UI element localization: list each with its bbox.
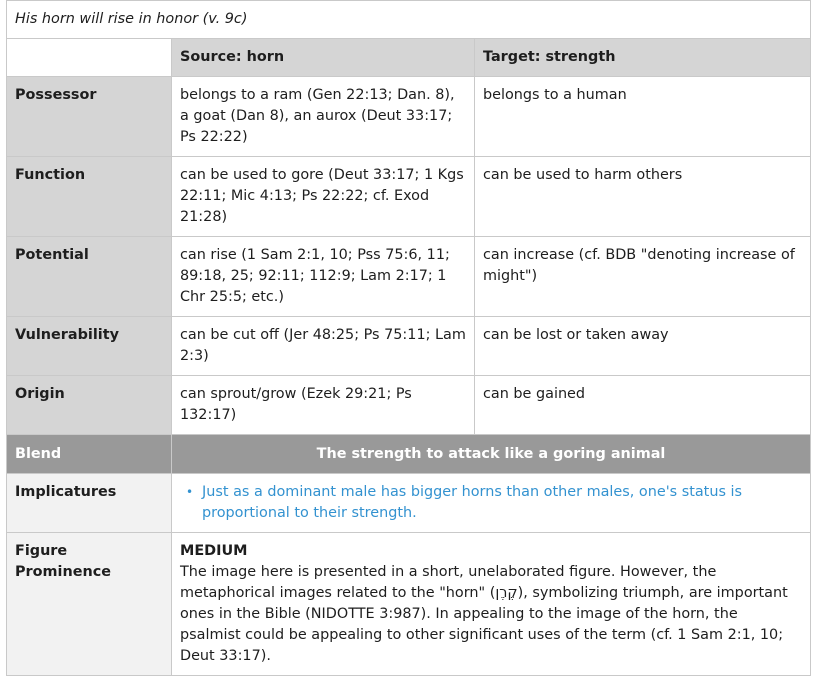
blend-row [7,435,811,474]
table-row [7,376,811,435]
header-row [7,39,811,77]
implicatures-label: Implicatures [7,474,172,533]
blend-label: Blend [7,435,172,474]
table-row [7,157,811,237]
blend-text: The strength to attack like a goring animal [172,435,811,474]
row-label: Origin [7,376,172,435]
target-header: Target: strength [475,39,811,77]
row-label: Possessor [7,77,172,157]
target-cell: belongs to a human [475,77,811,157]
target-cell: can be lost or taken away [475,317,811,376]
implicatures-cell [172,474,811,533]
source-header: Source: horn [172,39,475,77]
table-caption: His horn will rise in honor (v. 9c) [7,1,811,39]
implicatures-row [7,474,811,533]
table-row [7,317,811,376]
implicatures-list [180,482,802,524]
source-cell: can be cut off (Jer 48:25; Ps 75:11; Lam 2:3) [172,317,475,376]
prominence-level: MEDIUM [180,543,248,559]
table-row [7,237,811,317]
source-cell: can sprout/grow (Ezek 29:21; Ps 132:17) [172,376,475,435]
implicature-text: Just as a dominant male has bigger horns than other males, one's status is proportional to their strength. [202,484,743,521]
target-cell: can be gained [475,376,811,435]
row-label: Potential [7,237,172,317]
figure-prominence-cell [172,533,811,676]
row-label: Function [7,157,172,237]
row-label: Vulnerability [7,317,172,376]
figure-prominence-row [7,533,811,676]
target-cell: can be used to harm others [475,157,811,237]
source-cell: can rise (1 Sam 2:1, 10; Pss 75:6, 11; 89:18, 25; 92:11; 112:9; Lam 2:17; 1 Chr 25:5; etc.) [172,237,475,317]
caption-row [7,1,811,39]
header-blank-cell [7,39,172,77]
list-item [186,482,802,524]
source-cell: belongs to a ram (Gen 22:13; Dan. 8), a goat (Dan 8), an aurox (Deut 33:17; Ps 22:22) [172,77,475,157]
table-row [7,77,811,157]
figure-prominence-label: Figure Prominence [7,533,172,676]
metaphor-analysis-table [6,0,811,676]
target-cell: can increase (cf. BDB "denoting increase of might") [475,237,811,317]
source-cell: can be used to gore (Deut 33:17; 1 Kgs 22:11; Mic 4:13; Ps 22:22; cf. Exod 21:28) [172,157,475,237]
bullet-icon: • [186,485,194,499]
prominence-text: The image here is presented in a short, unelaborated figure. However, the metaphorical images related to the "horn" (קֶרֶן), symbolizing triumph, are important ones in the Bible (NIDOTTE 3:987). In appealing to the image of the horn, the psalmist could be appealing to other significant uses of the term (cf. 1 Sam 2:1, 10; Deut 33:17). [180,564,788,664]
